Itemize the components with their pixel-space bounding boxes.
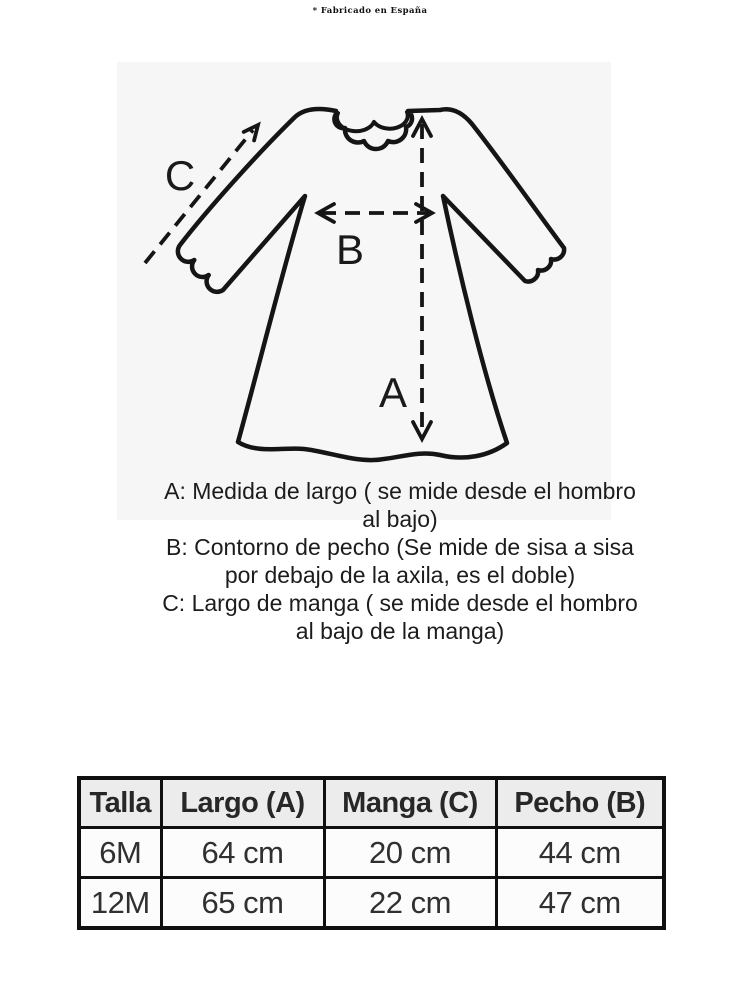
cell-talla: 6M: [79, 828, 161, 878]
size-table: [77, 776, 666, 930]
dress-measurement-drawing: [117, 62, 611, 520]
header-cell-pecho: Pecho (B): [496, 778, 664, 828]
cell-largo: 65 cm: [161, 878, 324, 929]
size-table-header-row: [79, 778, 664, 828]
collar-inner-scallops-icon: [337, 112, 408, 131]
header-cell-manga: Manga (C): [324, 778, 496, 828]
legend-line: B: Contorno de pecho (Se mide de sisa a sisa: [166, 534, 634, 560]
legend-line: C: Largo de manga ( se mide desde el hombro: [162, 590, 638, 616]
cell-talla: 12M: [79, 878, 161, 929]
measure-c-label: C: [164, 152, 196, 199]
dress-outline: [178, 109, 564, 460]
cell-largo: 64 cm: [161, 828, 324, 878]
measure-b-label: B: [335, 226, 365, 273]
header-cell-talla: Talla: [79, 778, 161, 828]
cell-manga: 20 cm: [324, 828, 496, 878]
legend-line: por debajo de la axila, es el doble): [224, 562, 576, 588]
header-cell-largo: Largo (A): [161, 778, 324, 828]
cell-manga: 22 cm: [324, 878, 496, 929]
cell-pecho: 44 cm: [496, 828, 664, 878]
table-row-6m: [79, 828, 664, 878]
measurement-legend: [60, 477, 740, 645]
legend-line: al bajo de la manga): [295, 618, 505, 644]
legend-line: A: Medida de largo ( se mide desde el hombro: [164, 478, 636, 504]
table-row-12m: [79, 878, 664, 929]
size-diagram: [117, 62, 611, 520]
made-in-label: * Fabricado en España: [312, 6, 428, 16]
legend-line: al bajo): [362, 506, 438, 532]
measure-a-label: A: [378, 369, 408, 416]
cell-pecho: 47 cm: [496, 878, 664, 929]
